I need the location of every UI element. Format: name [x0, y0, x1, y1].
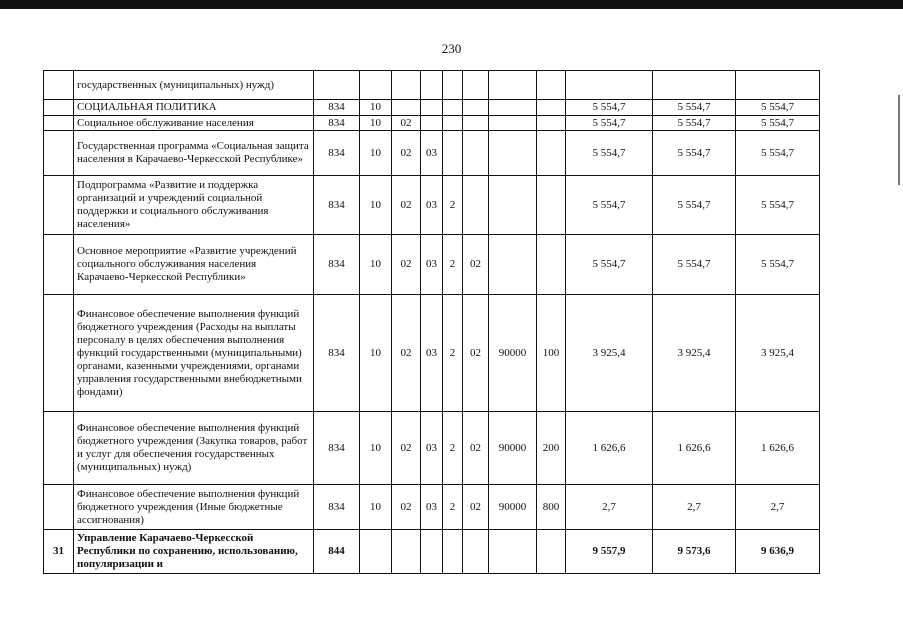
- amount-year-2: 9 573,6: [653, 530, 736, 574]
- code-subsection: 02: [392, 131, 421, 176]
- code-subsection: 02: [392, 116, 421, 131]
- amount-year-1: 5 554,7: [566, 131, 653, 176]
- amount-year-2: 5 554,7: [653, 131, 736, 176]
- code-ministry: 834: [314, 100, 360, 116]
- row-name: Государственная программа «Социальная защита населения в Карачаево-Черкесской Республике»: [74, 131, 314, 176]
- amount-year-2: 5 554,7: [653, 116, 736, 131]
- amount-year-1: 5 554,7: [566, 235, 653, 295]
- code-expense-type: [537, 71, 566, 100]
- row-number: [44, 116, 74, 131]
- amount-year-1: 5 554,7: [566, 176, 653, 235]
- code-event: 02: [463, 235, 489, 295]
- code-program: 03: [421, 485, 443, 530]
- code-section: 10: [360, 235, 392, 295]
- table-row: [44, 235, 820, 295]
- amount-year-3: 1 626,6: [736, 412, 820, 485]
- code-direction: [489, 176, 537, 235]
- row-name: Основное мероприятие «Развитие учреждений социального обслуживания населения Карачаево-Черкесской Республики»: [74, 235, 314, 295]
- code-section: 10: [360, 485, 392, 530]
- code-direction: 90000: [489, 485, 537, 530]
- row-name: Социальное обслуживание населения: [74, 116, 314, 131]
- code-program: [421, 71, 443, 100]
- amount-year-2: 1 626,6: [653, 412, 736, 485]
- code-expense-type: [537, 116, 566, 131]
- code-subsection: 02: [392, 412, 421, 485]
- code-direction: [489, 71, 537, 100]
- row-number: [44, 485, 74, 530]
- amount-year-3: [736, 71, 820, 100]
- amount-year-1: 3 925,4: [566, 295, 653, 412]
- table-row: [44, 71, 820, 100]
- code-direction: [489, 100, 537, 116]
- code-subprogram: [443, 116, 463, 131]
- scan-top-border: [0, 0, 903, 9]
- amount-year-2: 5 554,7: [653, 176, 736, 235]
- table-row: [44, 116, 820, 131]
- amount-year-1: [566, 71, 653, 100]
- code-ministry: 834: [314, 295, 360, 412]
- amount-year-2: 5 554,7: [653, 100, 736, 116]
- code-subsection: [392, 530, 421, 574]
- amount-year-3: 5 554,7: [736, 235, 820, 295]
- table-row: [44, 131, 820, 176]
- code-subprogram: [443, 530, 463, 574]
- row-name: государственных (муниципальных) нужд): [74, 71, 314, 100]
- code-subsection: 02: [392, 485, 421, 530]
- row-name: Финансовое обеспечение выполнения функций бюджетного учреждения (Расходы на выплаты персоналу в целях обеспечения выполнения функций государственными (муниципальными) органами, казенными учреждениями, органами управления государственными внебюджетными фондами): [74, 295, 314, 412]
- row-number: [44, 412, 74, 485]
- amount-year-1: 5 554,7: [566, 100, 653, 116]
- amount-year-1: 2,7: [566, 485, 653, 530]
- amount-year-3: 5 554,7: [736, 131, 820, 176]
- code-subprogram: [443, 100, 463, 116]
- row-number: [44, 131, 74, 176]
- code-subsection: 02: [392, 235, 421, 295]
- code-expense-type: [537, 530, 566, 574]
- code-section: 10: [360, 412, 392, 485]
- code-ministry: [314, 71, 360, 100]
- code-event: [463, 71, 489, 100]
- code-section: [360, 530, 392, 574]
- code-event: [463, 131, 489, 176]
- code-expense-type: [537, 235, 566, 295]
- code-ministry: 834: [314, 412, 360, 485]
- code-subprogram: 2: [443, 412, 463, 485]
- code-program: [421, 100, 443, 116]
- code-section: 10: [360, 295, 392, 412]
- amount-year-1: 5 554,7: [566, 116, 653, 131]
- row-name: Подпрограмма «Развитие и поддержка организаций и учреждений социальной поддержки и социального обслуживания населения»: [74, 176, 314, 235]
- code-direction: [489, 131, 537, 176]
- code-event: [463, 176, 489, 235]
- code-expense-type: [537, 131, 566, 176]
- code-subprogram: [443, 71, 463, 100]
- code-ministry: 834: [314, 116, 360, 131]
- code-direction: [489, 530, 537, 574]
- code-ministry: 844: [314, 530, 360, 574]
- code-expense-type: 200: [537, 412, 566, 485]
- code-program: 03: [421, 131, 443, 176]
- table-row: [44, 530, 820, 574]
- amount-year-3: 5 554,7: [736, 100, 820, 116]
- code-program: 03: [421, 412, 443, 485]
- code-section: 10: [360, 100, 392, 116]
- table-row: [44, 100, 820, 116]
- code-direction: 90000: [489, 412, 537, 485]
- table-row: [44, 412, 820, 485]
- row-number: [44, 71, 74, 100]
- amount-year-2: 3 925,4: [653, 295, 736, 412]
- code-direction: 90000: [489, 295, 537, 412]
- code-program: [421, 116, 443, 131]
- code-expense-type: [537, 100, 566, 116]
- code-event: [463, 116, 489, 131]
- amount-year-2: 2,7: [653, 485, 736, 530]
- table-row: [44, 176, 820, 235]
- budget-table: [43, 70, 820, 574]
- row-name: СОЦИАЛЬНАЯ ПОЛИТИКА: [74, 100, 314, 116]
- code-subsection: 02: [392, 295, 421, 412]
- code-expense-type: [537, 176, 566, 235]
- row-number: [44, 100, 74, 116]
- code-subsection: 02: [392, 176, 421, 235]
- row-name: Финансовое обеспечение выполнения функций бюджетного учреждения (Закупка товаров, работ и услуг для обеспечения государственных (муниципальных) нужд): [74, 412, 314, 485]
- code-subprogram: 2: [443, 485, 463, 530]
- code-subprogram: 2: [443, 176, 463, 235]
- code-program: 03: [421, 295, 443, 412]
- code-event: [463, 530, 489, 574]
- code-subprogram: [443, 131, 463, 176]
- code-event: 02: [463, 412, 489, 485]
- row-number: [44, 235, 74, 295]
- row-number: [44, 295, 74, 412]
- code-section: 10: [360, 116, 392, 131]
- code-subprogram: 2: [443, 295, 463, 412]
- code-ministry: 834: [314, 485, 360, 530]
- row-name: Управление Карачаево-Черкесской Республики по сохранению, использованию, популяризации и: [74, 530, 314, 574]
- code-event: 02: [463, 485, 489, 530]
- page-number: 230: [441, 41, 462, 56]
- amount-year-3: 3 925,4: [736, 295, 820, 412]
- amount-year-1: 1 626,6: [566, 412, 653, 485]
- amount-year-3: 2,7: [736, 485, 820, 530]
- code-event: [463, 100, 489, 116]
- code-program: [421, 530, 443, 574]
- amount-year-3: 5 554,7: [736, 116, 820, 131]
- amount-year-2: 5 554,7: [653, 235, 736, 295]
- amount-year-2: [653, 71, 736, 100]
- code-program: 03: [421, 235, 443, 295]
- code-direction: [489, 116, 537, 131]
- amount-year-3: 5 554,7: [736, 176, 820, 235]
- table-row: [44, 485, 820, 530]
- code-expense-type: 100: [537, 295, 566, 412]
- code-program: 03: [421, 176, 443, 235]
- code-section: 10: [360, 131, 392, 176]
- code-section: 10: [360, 176, 392, 235]
- code-expense-type: 800: [537, 485, 566, 530]
- code-subprogram: 2: [443, 235, 463, 295]
- scan-edge-mark: [898, 95, 900, 185]
- row-number: [44, 176, 74, 235]
- code-ministry: 834: [314, 235, 360, 295]
- code-section: [360, 71, 392, 100]
- code-subsection: [392, 100, 421, 116]
- code-ministry: 834: [314, 131, 360, 176]
- amount-year-3: 9 636,9: [736, 530, 820, 574]
- code-event: 02: [463, 295, 489, 412]
- table-row: [44, 295, 820, 412]
- code-subsection: [392, 71, 421, 100]
- code-ministry: 834: [314, 176, 360, 235]
- row-number: 31: [44, 530, 74, 574]
- row-name: Финансовое обеспечение выполнения функций бюджетного учреждения (Иные бюджетные ассигнования): [74, 485, 314, 530]
- code-direction: [489, 235, 537, 295]
- amount-year-1: 9 557,9: [566, 530, 653, 574]
